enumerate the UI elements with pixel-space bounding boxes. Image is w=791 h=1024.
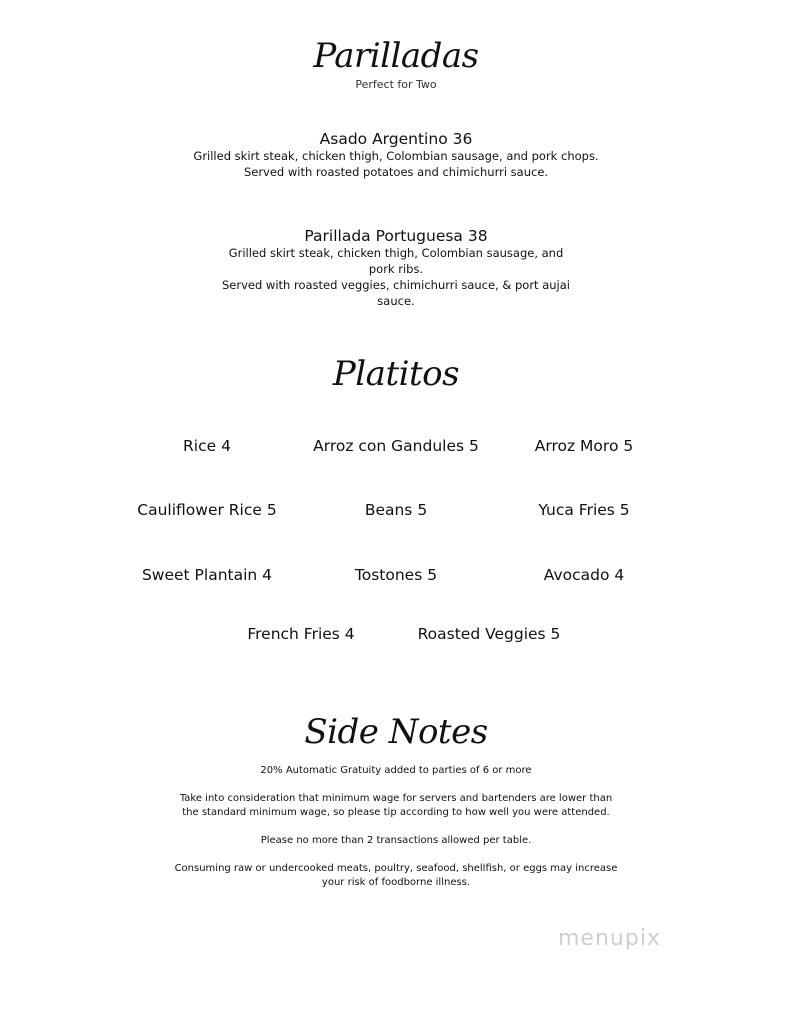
side-item: Arroz Moro 5 [534,437,634,455]
parilladas-subtitle: Perfect for Two [355,78,437,91]
side-item: Beans 5 [364,501,428,519]
note [261,834,532,848]
side-item: Yuca Fries 5 [538,501,630,519]
note [175,862,618,890]
dish-desc-line: Grilled skirt steak, chicken thigh, Colombian sausage, and [228,246,564,260]
side-item: Arroz con Gandules 5 [313,437,479,455]
dish-desc-line: Served with roasted veggies, chimichurri sauce, & port aujai [221,278,571,292]
side-item: Sweet Plantain 4 [141,566,273,584]
note-line: Please no more than 2 transactions allowed per table. [260,835,532,846]
dish-desc-line: Served with roasted potatoes and chimichurri sauce. [243,165,549,179]
watermark: menupix [558,926,661,951]
dish-desc-line: pork ribs. [368,262,424,276]
note-line: the standard minimum wage, so please tip according to how well you were attended. [182,807,610,818]
dish-name: Asado Argentino 36 [319,130,473,148]
dish-name: Parillada Portuguesa 38 [304,227,488,245]
side-item: Rice 4 [183,437,231,455]
section-title-platitos: Platitos [332,354,460,394]
section-title-side-notes: Side Notes [304,712,488,752]
note-line: your risk of foodborne illness. [321,877,471,888]
note-line: Consuming raw or undercooked meats, poultry, seafood, shellfish, or eggs may increase [174,863,618,874]
side-item: Cauliflower Rice 5 [137,501,277,519]
dish-desc-line: Grilled skirt steak, chicken thigh, Colombian sausage, and pork chops. [193,149,599,163]
menu-item [193,130,598,180]
menu-item [222,227,570,309]
dish-desc-line: sauce. [377,294,415,308]
section-title-parilladas: Parilladas [313,36,479,76]
side-item: French Fries 4 [247,625,355,643]
side-item: Roasted Veggies 5 [417,625,561,643]
note [180,792,612,820]
side-item: Tostones 5 [354,566,438,584]
note [260,764,531,778]
note-line: Take into consideration that minimum wage for servers and bartenders are lower than [179,793,613,804]
side-item: Avocado 4 [543,566,625,584]
note-line: 20% Automatic Gratuity added to parties of 6 or more [260,765,532,776]
